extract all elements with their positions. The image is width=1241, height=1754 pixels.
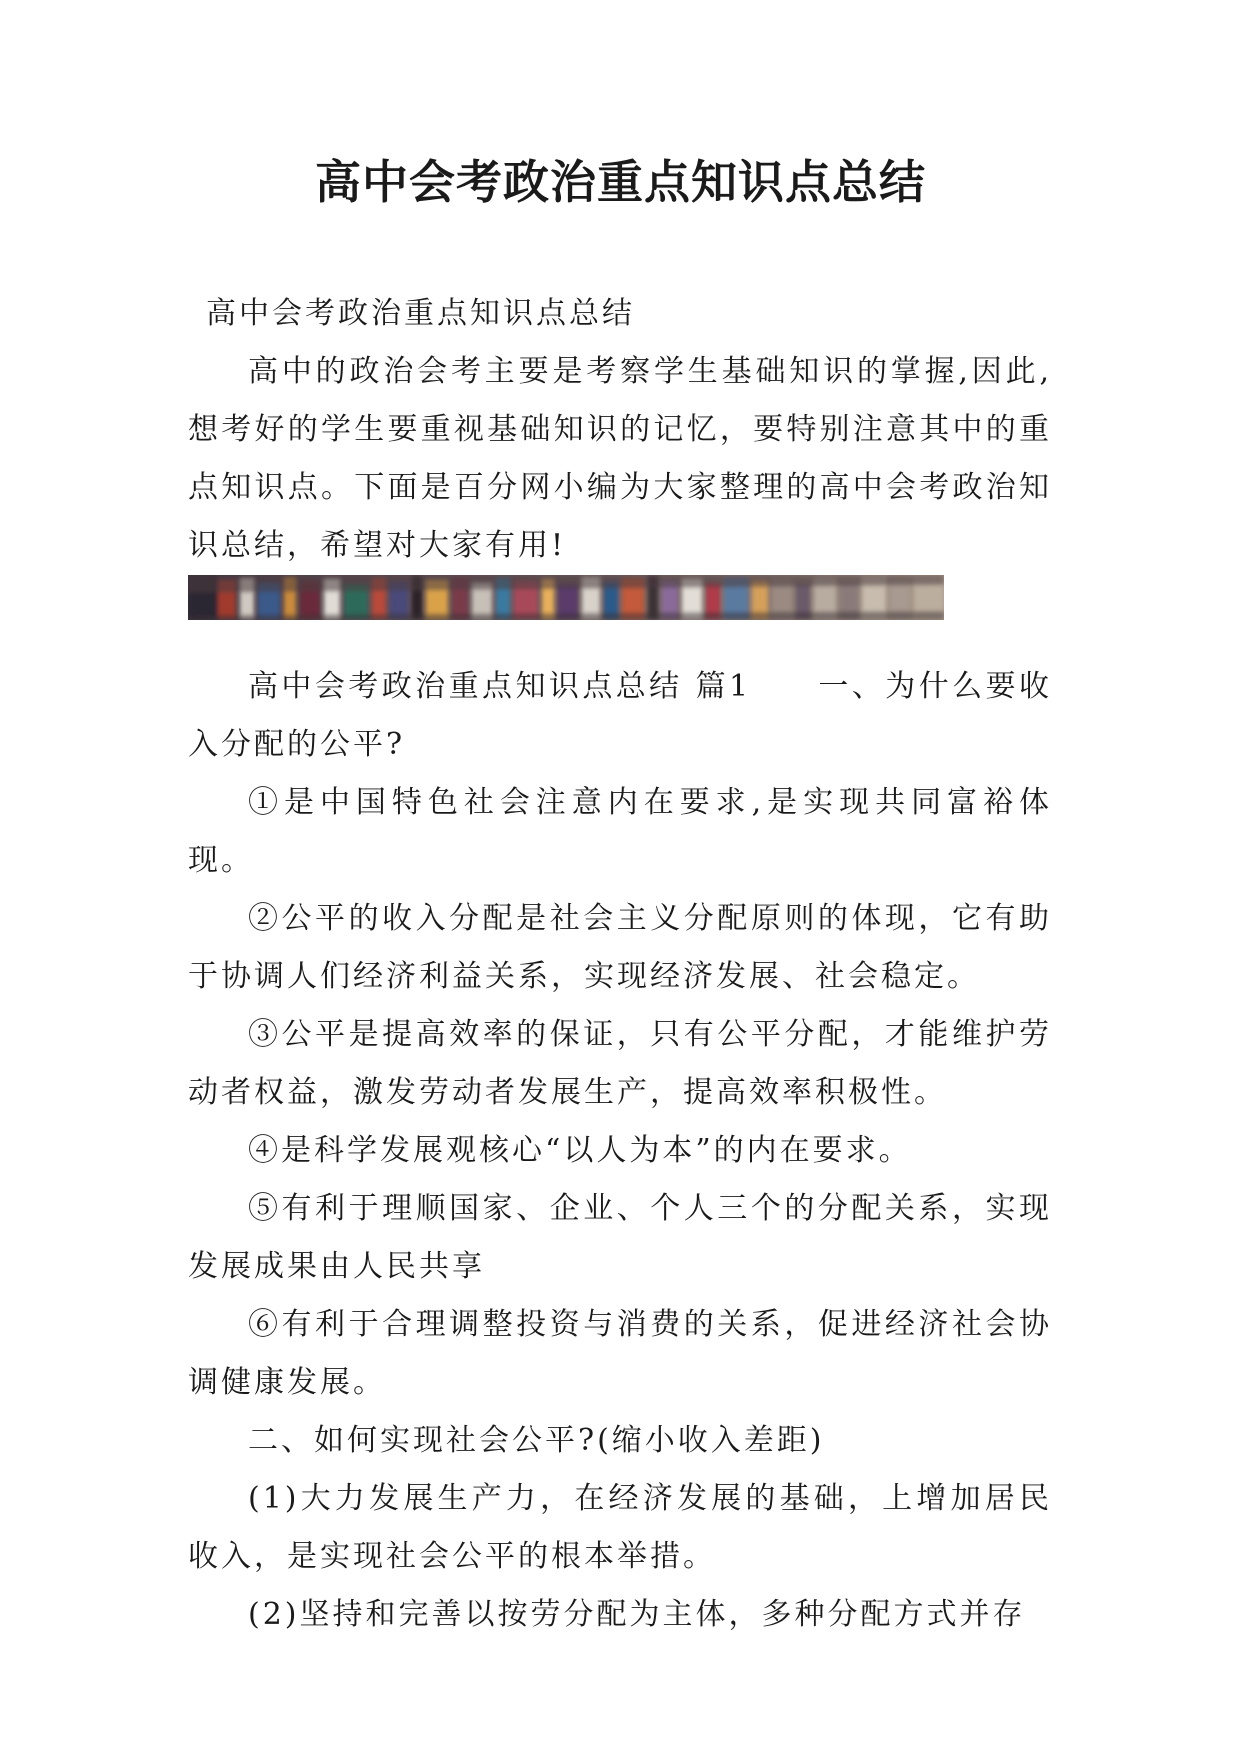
point-5: ⑤有利于理顺国家、企业、个人三个的分配关系，实现发展成果由人民共享 xyxy=(188,1191,1052,1284)
point-1: ①是中国特色社会注意内在要求,是实现共同富裕体现。 xyxy=(188,785,1052,878)
document-title: 高中会考政治重点知识点总结 xyxy=(315,155,926,209)
intro-paragraph: 高中的政治会考主要是考察学生基础知识的掌握,因此,想考好的学生要重视基础知识的记忆，要特别注意其中的重点知识点。下面是百分网小编为大家整理的高中会考政治知识总结，希望对大家有用! xyxy=(188,354,1052,563)
section-heading-1: 高中会考政治重点知识点总结 篇1 一、为什么要收入分配的公平? xyxy=(188,669,1052,762)
document-body xyxy=(188,285,1052,1644)
point-2: ②公平的收入分配是社会主义分配原则的体现，它有助于协调人们经济利益关系，实现经济发展、社会稳定。 xyxy=(188,901,1052,994)
bookshelf-banner-image xyxy=(188,575,944,620)
point-6: ⑥有利于合理调整投资与消费的关系，促进经济社会协调健康发展。 xyxy=(188,1307,1052,1400)
measure-1: (1)大力发展生产力，在经济发展的基础，上增加居民收入，是实现社会公平的根本举措。 xyxy=(188,1481,1052,1574)
point-3: ③公平是提高效率的保证，只有公平分配，才能维护劳动者权益，激发劳动者发展生产，提高效率积极性。 xyxy=(188,1017,1052,1110)
section-heading-2: 二、如何实现社会公平?(缩小收入差距) xyxy=(248,1423,825,1458)
banner-spacer xyxy=(188,640,1052,658)
document-subtitle: 高中会考政治重点知识点总结 xyxy=(206,296,635,331)
point-4: ④是科学发展观核心“以人为本”的内在要求。 xyxy=(248,1133,912,1168)
measure-2: (2)坚持和完善以按劳分配为主体，多种分配方式并存 xyxy=(248,1597,1026,1632)
